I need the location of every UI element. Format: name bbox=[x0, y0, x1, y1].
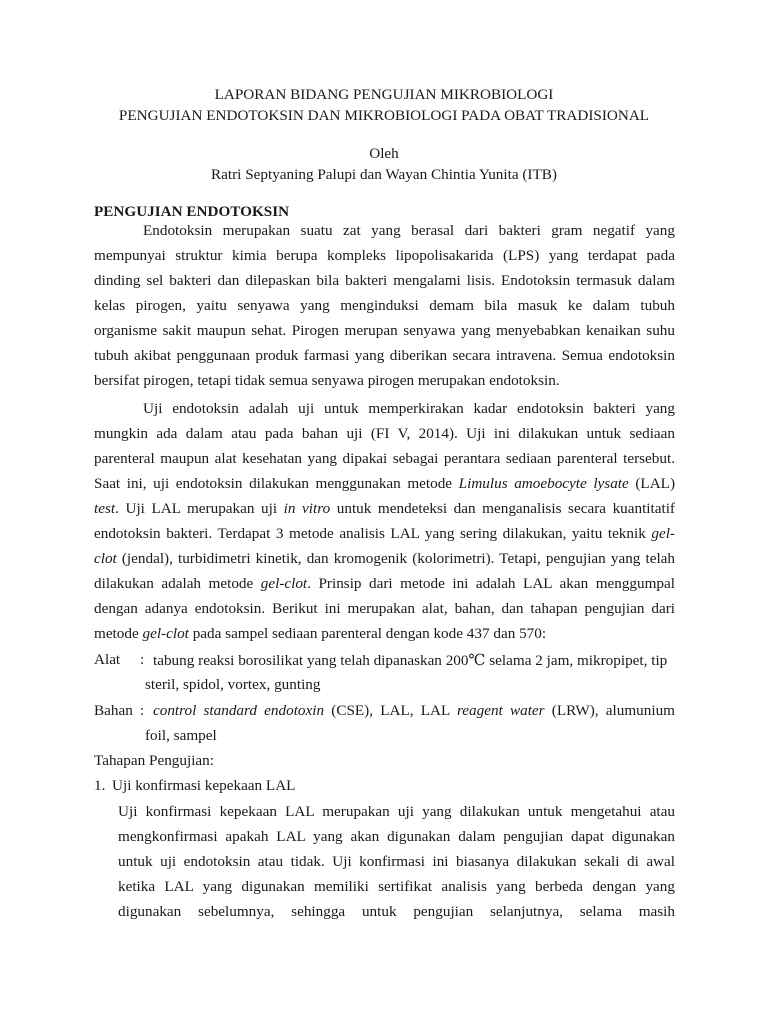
italic-term: Limulus amoebocyte lysate bbox=[458, 475, 629, 492]
step-text-line: mengkonfirmasi apakah LAL yang akan digunakan dalam pengujian dapat digunakan bbox=[118, 828, 675, 845]
bahan-colon: : bbox=[140, 702, 145, 719]
para2-line: parenteral maupun alat kesehatan yang dipakai sebagai perantara sediaan parenteral tersebut. bbox=[94, 450, 675, 467]
bahan-text: control standard endotoxin (CSE), LAL, LAL reagent water (LRW), alumunium bbox=[153, 702, 675, 719]
italic-term: clot bbox=[94, 550, 117, 567]
step-title: Uji konfirmasi kepekaan LAL bbox=[112, 777, 296, 794]
para2-line: endotoksin bakteri. Terdapat 3 metode analisis LAL yang sering dilakukan, yaitu teknik gel- bbox=[94, 525, 675, 542]
para2-line: dengan adanya endotoksin. Berikut ini merupakan alat, bahan, dan tahapan pengujian dari bbox=[94, 600, 675, 617]
italic-term: gel-clot bbox=[260, 575, 308, 592]
para1-line: kelas pirogen, yaitu senyawa yang menginduksi demam bila masuk ke dalam tubuh bbox=[94, 297, 675, 314]
para2-line: clot (jendal), turbidimetri kinetik, dan kromogenik (kolorimetri). Tetapi, pengujian yang telah bbox=[94, 550, 675, 567]
alat-colon: : bbox=[140, 651, 145, 668]
step-text-line: ketika LAL yang digunakan memiliki sertifikat analisis yang berbeda dengan yang bbox=[118, 878, 675, 895]
tahapan-heading: Tahapan Pengujian: bbox=[94, 752, 214, 769]
bahan-label: Bahan bbox=[94, 702, 133, 719]
report-title-line1: LAPORAN BIDANG PENGUJIAN MIKROBIOLOGI bbox=[214, 86, 554, 103]
para2-line: test. Uji LAL merupakan uji in vitro untuk mendeteksi dan menganalisis secara kuantitatif bbox=[94, 500, 675, 517]
bahan-text-cont: foil, sampel bbox=[145, 727, 217, 744]
para1-line: organisme sakit maupun sehat. Pirogen merupan senyawa yang menyebabkan kenaikan suhu bbox=[94, 322, 675, 339]
para2-line: mungkin ada dalam atau pada bahan uji (FI V, 2014). Uji ini dilakukan untuk sediaan bbox=[94, 425, 675, 442]
report-title-line2: PENGUJIAN ENDOTOKSIN DAN MIKROBIOLOGI PADA OBAT TRADISIONAL bbox=[118, 107, 650, 124]
alat-text: tabung reaksi borosilikat yang telah dipanaskan 200℃ selama 2 jam, mikropipet, tip bbox=[153, 652, 668, 669]
alat-text-cont: steril, spidol, vortex, gunting bbox=[145, 676, 321, 693]
para1-line: dinding sel bakteri dan dilepaskan bila bakteri mengalami lisis. Endotoksin termasuk dalam bbox=[94, 272, 675, 289]
para2-line: dilakukan adalah metode gel-clot. Prinsip dari metode ini adalah LAL akan menggumpal bbox=[94, 575, 675, 592]
step-text-line: untuk uji endotoksin atau tidak. Uji konfirmasi ini biasanya dilakukan sekali di awal bbox=[118, 853, 675, 870]
step-text-line: Uji konfirmasi kepekaan LAL merupakan uji yang dilakukan untuk mengetahui atau bbox=[118, 803, 675, 820]
italic-term: test bbox=[94, 500, 116, 517]
para2-line: metode gel-clot pada sampel sediaan parenteral dengan kode 437 dan 570: bbox=[94, 625, 547, 642]
italic-term: gel-clot bbox=[142, 625, 189, 642]
para1-line: bersifat pirogen, tetapi tidak semua senyawa pirogen merupakan endotoksin. bbox=[94, 372, 560, 389]
para1-line: mempunyai struktur kimia berupa kompleks lipopolisakarida (LPS) yang terdapat pada bbox=[94, 247, 675, 264]
authors: Ratri Septyaning Palupi dan Wayan Chintia Yunita (ITB) bbox=[211, 166, 557, 183]
para1-line: Endotoksin merupakan suatu zat yang berasal dari bakteri gram negatif yang bbox=[143, 222, 675, 239]
para2-line: Saat ini, uji endotoksin dilakukan menggunakan metode Limulus amoebocyte lysate (LAL) bbox=[94, 475, 676, 492]
para2-line: Uji endotoksin adalah uji untuk memperkirakan kadar endotoksin bakteri yang bbox=[143, 400, 675, 417]
italic-term: gel- bbox=[651, 525, 675, 542]
section-heading: PENGUJIAN ENDOTOKSIN bbox=[94, 203, 290, 220]
step-text-line: digunakan sebelumnya, sehingga untuk pengujian selanjutnya, selama masih bbox=[118, 903, 675, 920]
para1-line: tubuh akibat penggunaan produk farmasi yang diberikan secara intravena. Semua endotoksin bbox=[94, 347, 675, 364]
step-number: 1. bbox=[94, 777, 106, 794]
by-label: Oleh bbox=[369, 145, 399, 162]
italic-term: in vitro bbox=[283, 500, 331, 517]
alat-label: Alat bbox=[94, 651, 121, 668]
italic-term: control standard endotoxin bbox=[153, 702, 325, 719]
italic-term: reagent water bbox=[456, 702, 545, 719]
